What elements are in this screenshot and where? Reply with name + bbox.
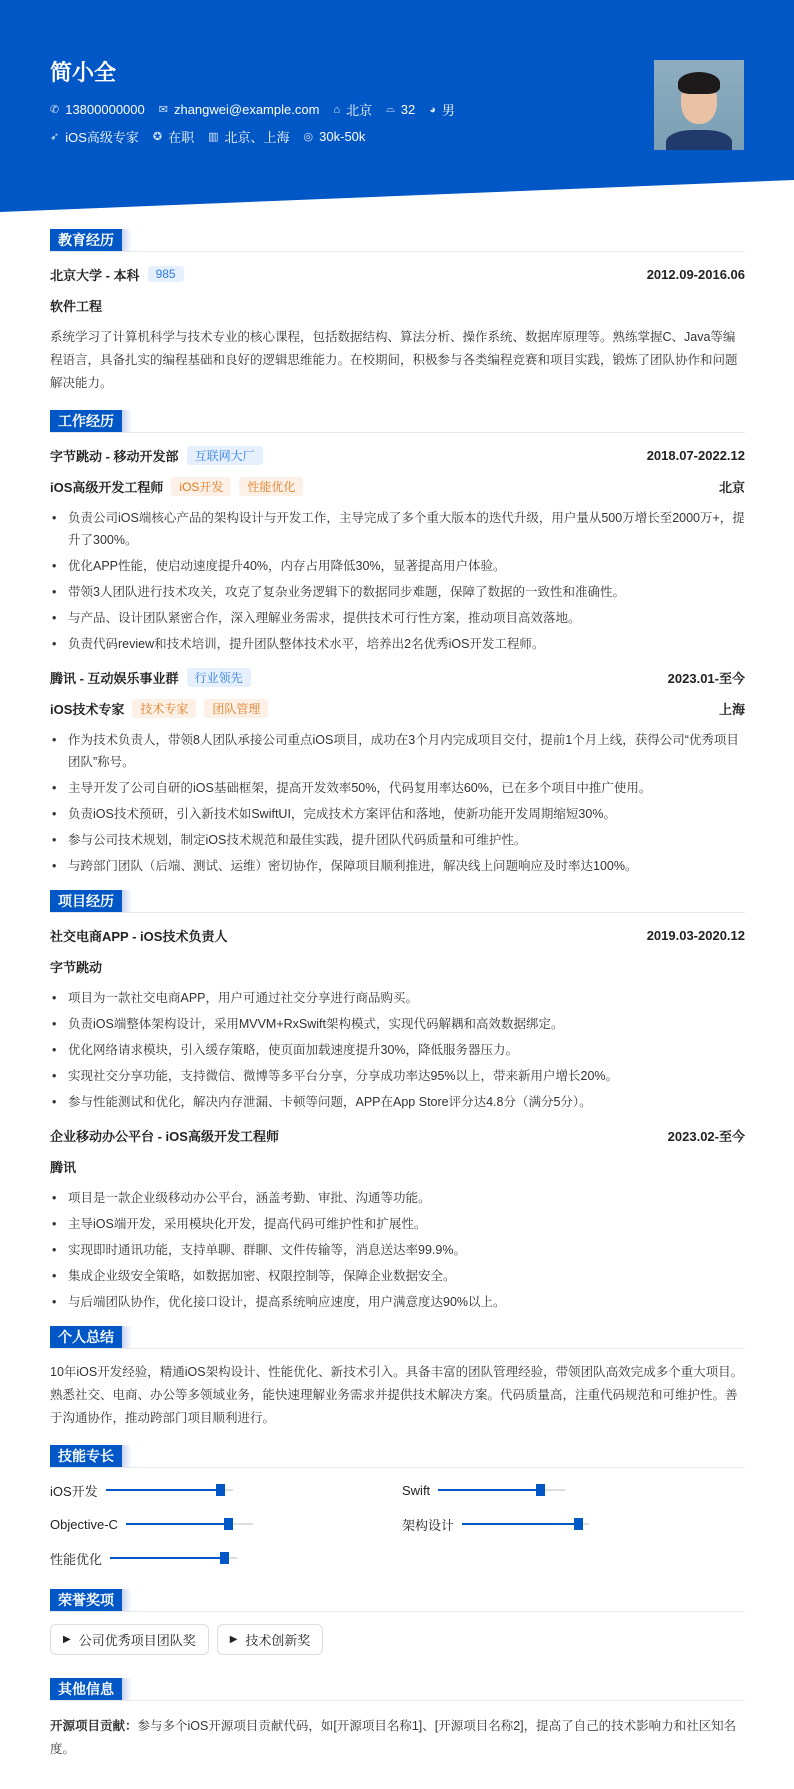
major: 软件工程 [50,298,103,314]
triangle-right-icon: ▶ [229,1634,238,1645]
triangle-right-icon: ▶ [63,1634,71,1645]
skill-level-bar [438,1489,565,1491]
section-projects [50,889,745,913]
skill-name: Swift [402,1482,431,1498]
award-name: 技术创新奖 [245,1633,311,1648]
skill-name: 性能优化 [50,1551,103,1567]
award-chip [217,1624,324,1655]
send-icon: ➶ [50,131,60,143]
skill-item [50,1548,402,1568]
award-chip [50,1624,209,1655]
other-label: 开源项目贡献： [50,1719,138,1733]
bullet-item: • 项目是一款企业级移动办公平台，涵盖考勤、审批、沟通等功能。 [50,1187,745,1209]
skill-level-bar [110,1557,237,1559]
project-item [50,1125,745,1313]
target-cities: 北京、上海 [224,130,290,145]
email: zhangwei@example.com [173,102,320,117]
summary-text: 10年iOS开发经验，精通iOS架构设计、性能优化、新技术引入。具备丰富的团队管理经验，带领团队高效完成多个重大项目。熟悉社交、电商、办公等多领域业务，能快速理解业务需求并提供技术解决方案。代码质量高，注重代码规范和可维护性。善于沟通协作，推动跨部门项目顺利进行。 [50,1365,744,1425]
bullet-item: • 与后端团队协作，优化接口设计，提高系统响应速度，用户满意度达90%以上。 [50,1291,745,1313]
school-tag: 985 [148,266,184,282]
skill-level-bar [462,1523,589,1525]
work-city: 上海 [718,701,745,717]
skill-level-handle [220,1552,229,1564]
project-date: 2023.02-至今 [667,1128,745,1144]
section-awards [50,1588,745,1612]
edu-desc: 系统学习了计算机科学与技术专业的核心课程，包括数据结构、算法分析、操作系统、数据库原理等。熟练掌握C、Java等编程语言，具备扎实的编程基础和良好的逻辑思维能力。在校期间，积极参与各类编程竞赛和项目实践，锻炼了团队协作和问题解决能力。 [50,330,738,390]
bullet-item: • 与跨部门团队（后端、测试、运维）密切协作，保障项目顺利推进，解决线上问题响应及时率达100%。 [50,855,745,877]
status: 在职 [168,130,195,145]
school: 北京大学 - 本科 [50,267,140,283]
bullet-item: • 负责iOS端整体架构设计，采用MVVM+RxSwift架构模式，实现代码解耦和高效数据绑定。 [50,1013,745,1035]
skill-level-bar [106,1489,233,1491]
bullet-item: • 集成企业级安全策略，如数据加密、权限控制等，保障企业数据安全。 [50,1265,745,1287]
section-title: 个人总结 [50,1326,122,1348]
building-icon: ▥ [208,131,219,143]
bullet-item: • 负责公司iOS端核心产品的架构设计与开发工作，主导完成了多个重大版本的迭代升级，用户量从500万增长至2000万+，提升了300%。 [50,507,745,551]
section-title: 项目经历 [50,890,122,912]
bullet-item: • 负责代码review和技术培训，提升团队整体技术水平，培养出2名优秀iOS开发工程师。 [50,633,745,655]
gender-icon: ◕ [429,103,436,116]
section-title: 其他信息 [50,1678,122,1700]
section-title: 教育经历 [50,229,122,251]
section-title: 工作经历 [50,410,122,432]
skill-level-bar [126,1523,253,1525]
age: 32 [400,102,416,117]
bullet-item: • 参与性能测试和优化，解决内存泄漏、卡顿等问题，APP在App Store评分达4.8分（满分5分）。 [50,1091,745,1113]
age-icon: ⌓ [386,103,395,115]
bullet-item: • 负责iOS技术预研，引入新技术如SwiftUI，完成技术方案评估和落地，使新功能开发周期缩短30%。 [50,803,745,825]
work-date: 2023.01-至今 [667,670,745,686]
project-company: 腾讯 [50,1159,77,1175]
city: 北京 [346,103,373,118]
section-education [50,228,745,252]
work-item [50,445,745,655]
avatar-photo [654,60,744,150]
home-icon: ⌂ [333,103,341,116]
email-icon: ✉ [158,104,168,116]
salary: 30k-50k [319,129,366,144]
role-tag: iOS开发 [171,477,231,496]
job-intent-row [50,127,365,146]
bullet-item: • 与产品、设计团队紧密合作，深入理解业务需求，提供技术可行性方案，推动项目高效落地。 [50,607,745,629]
skill-item [402,1514,742,1534]
skill-item [402,1480,742,1500]
project-date: 2019.03-2020.12 [646,927,745,943]
work-item [50,667,745,877]
company: 字节跳动 - 移动开发部 [50,448,179,464]
bullet-item: • 作为技术负责人，带领8人团队承接公司重点iOS项目，成功在3个月内完成项目交付，提前1个月上线，获得公司“优秀项目团队”称号。 [50,729,745,773]
contact-row [50,100,455,119]
skill-level-handle [536,1484,545,1496]
section-summary [50,1325,745,1349]
position: iOS高级专家 [65,130,139,145]
bullet-item: • 主导开发了公司自研的iOS基础框架，提高开发效率50%，代码复用率达60%，已在多个项目中推广使用。 [50,777,745,799]
project-item [50,925,745,1113]
section-work [50,409,745,433]
company-tag: 互联网大厂 [187,446,263,465]
bullet-item: • 项目为一款社交电商APP，用户可通过社交分享进行商品购买。 [50,987,745,1009]
project-name: 企业移动办公平台 - iOS高级开发工程师 [50,1128,279,1144]
bullet-item: • 优化网络请求模块，引入缓存策略，使页面加载速度提升30%，降低服务器压力。 [50,1039,745,1061]
status-icon: ✪ [152,131,163,143]
role-tag: 团队管理 [204,699,268,718]
company: 腾讯 - 互动娱乐事业群 [50,670,179,686]
bullet-item: • 实现即时通讯功能，支持单聊、群聊、文件传输等，消息送达率99.9%。 [50,1239,745,1261]
location-icon: ◎ [303,131,314,143]
skill-item [50,1480,402,1500]
section-skills [50,1444,745,1468]
bullet-item: • 参与公司技术规划，制定iOS技术规范和最佳实践，提升团队代码质量和可维护性。 [50,829,745,851]
phone-icon: ✆ [50,104,60,116]
bullet-item: • 带领3人团队进行技术攻关，攻克了复杂业务逻辑下的数据同步难题，保障了数据的一致性和准确性。 [50,581,745,603]
skill-name: Objective-C [50,1516,118,1532]
phone: 13800000000 [65,102,145,117]
candidate-name: 简小全 [50,60,117,85]
project-name: 社交电商APP - iOS技术负责人 [50,928,228,944]
section-other [50,1677,745,1701]
resume-body [50,228,745,1775]
company-tag: 行业领先 [187,668,251,687]
role-tag: 性能优化 [239,477,303,496]
role: iOS高级开发工程师 [50,479,164,495]
project-company: 字节跳动 [50,959,103,975]
skill-name: iOS开发 [50,1483,98,1499]
work-date: 2018.07-2022.12 [646,447,745,463]
role: iOS技术专家 [50,701,125,717]
section-title: 技能专长 [50,1445,122,1467]
skill-level-handle [224,1518,233,1530]
bullet-item: • 主导iOS端开发，采用模块化开发，提高代码可维护性和扩展性。 [50,1213,745,1235]
gender: 男 [441,103,455,118]
award-name: 公司优秀项目团队奖 [78,1633,196,1648]
section-title: 荣誉奖项 [50,1589,122,1611]
bullet-item: • 实现社交分享功能，支持微信、微博等多平台分享，分享成功率达95%以上，带来新用户增长20%。 [50,1065,745,1087]
other-text: 参与多个iOS开源项目贡献代码，如[开源项目名称1]、[开源项目名称2]，提高了自己的技术影响力和社区知名度。 [50,1719,737,1756]
bullet-item: • 优化APP性能，使启动速度提升40%，内存占用降低30%，显著提高用户体验。 [50,555,745,577]
work-city: 北京 [718,479,745,495]
skill-name: 架构设计 [402,1517,455,1533]
edu-date: 2012.09-2016.06 [646,266,745,282]
role-tag: 技术专家 [132,699,196,718]
skill-level-handle [574,1518,583,1530]
skill-level-handle [216,1484,225,1496]
other-info [50,1715,745,1761]
skill-item [50,1514,402,1534]
